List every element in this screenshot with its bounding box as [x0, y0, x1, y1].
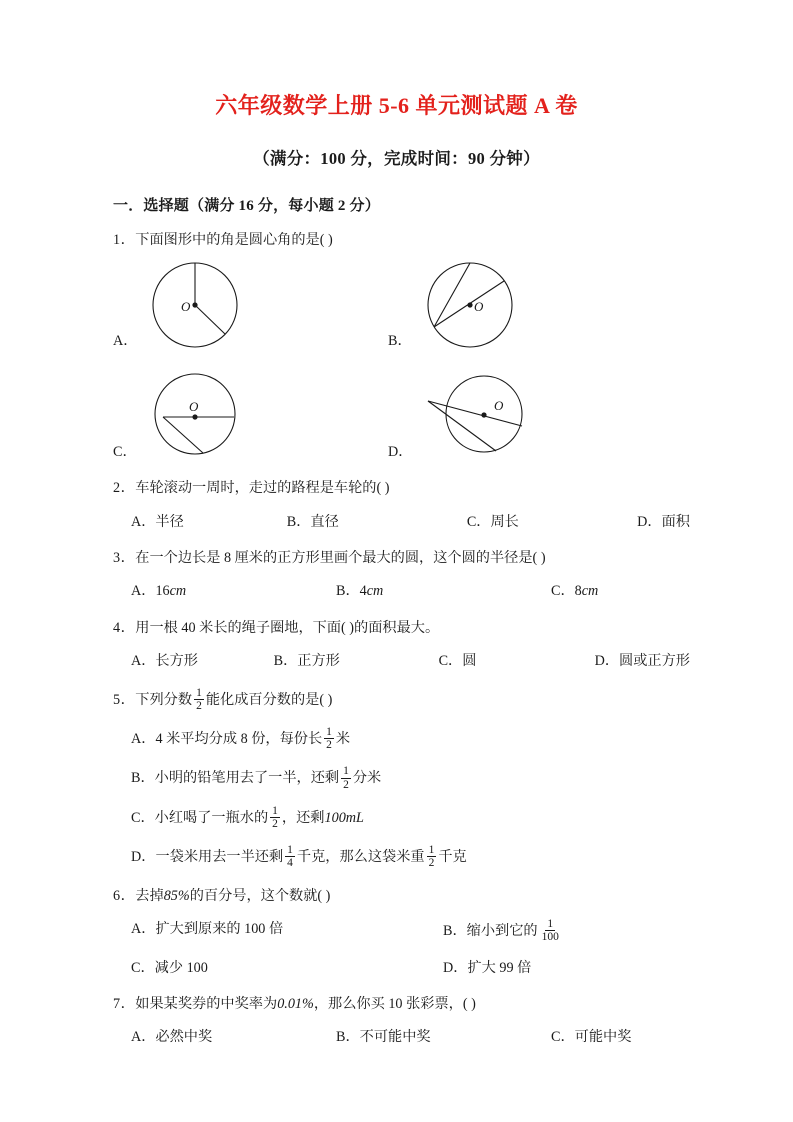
- question-6-options-row-1: [113, 906, 690, 944]
- option-7-a[interactable]: A．必然中奖: [131, 1029, 213, 1046]
- question-6-text-after: 的百分号，这个数就( ): [189, 887, 331, 904]
- option-5-c[interactable]: C．小红喝了一瓶水的 $\frac{1}{2}$ ，还剩100mL: [131, 804, 364, 830]
- option-4-c[interactable]: C．圆: [438, 653, 477, 670]
- option-3-a[interactable]: A．16cm: [131, 583, 187, 600]
- question-1-text: 下面图形中的角是圆心角的是( ): [135, 232, 333, 249]
- option-5-a[interactable]: A．4 米平均分成 8 份，每份长 $\frac{1}{2}$ 米: [131, 726, 351, 752]
- circle-vertex-inside-diagram: [143, 368, 253, 463]
- figure-label-d: D．: [388, 443, 413, 460]
- center-label-c: O: [189, 398, 199, 414]
- fraction-5d-1: $\frac{1}{4}$: [287, 844, 293, 870]
- fraction-5b: $\frac{1}{2}$: [343, 765, 349, 791]
- question-2-text: 车轮滚动一周时，走过的路程是车轮的( ): [135, 479, 390, 496]
- circle-central-angle-diagram: [143, 257, 253, 352]
- question-4: [113, 603, 690, 639]
- question-6-options-row-2: [113, 945, 690, 979]
- option-4-d[interactable]: D．圆或正方形: [594, 653, 690, 670]
- question-4-text: 用一根 40 米长的绳子圈地，下面( )的面积最大。: [135, 619, 440, 636]
- option-6-a[interactable]: A．扩大到原来的 100 倍: [131, 921, 284, 938]
- figure-cell-c: [113, 368, 388, 463]
- question-5-text-before: 下列分数: [135, 691, 193, 708]
- option-4-a[interactable]: A．长方形: [131, 653, 198, 670]
- fraction-one-hundredth: $\frac{1}{100}$: [541, 918, 559, 944]
- figure-label-a: A．: [113, 332, 138, 349]
- option-7-c[interactable]: C．可能中奖: [551, 1029, 632, 1046]
- figure-label-c: C．: [113, 443, 137, 460]
- figure-cell-d: [388, 368, 663, 463]
- worksheet-content: [0, 169, 793, 1048]
- option-2-a[interactable]: A．半径: [131, 513, 184, 530]
- question-2-number: 2．: [113, 479, 136, 496]
- option-4-b[interactable]: B．正方形: [273, 653, 340, 670]
- question-2-options: [113, 499, 690, 533]
- figure-label-b: B．: [388, 332, 412, 349]
- question-4-options: [113, 638, 690, 672]
- center-label-d: O: [494, 397, 504, 413]
- question-1: [113, 215, 690, 251]
- center-label-b: O: [474, 298, 484, 314]
- question-7-text-after: ，那么你买 10 张彩票，( ): [313, 995, 476, 1012]
- option-7-b[interactable]: B．不可能中奖: [336, 1029, 431, 1046]
- question-2: [113, 463, 690, 499]
- figure-cell-b: [388, 257, 663, 352]
- question-4-number: 4．: [113, 619, 136, 636]
- option-3-c[interactable]: C．8cm: [551, 583, 599, 600]
- question-3-options: [113, 568, 690, 602]
- page-subtitle: （满分：100 分，完成时间：90 分钟）: [253, 149, 540, 169]
- option-3-b[interactable]: B．4cm: [336, 583, 384, 600]
- circle-vertex-outside-diagram: [418, 368, 543, 463]
- option-6-b[interactable]: B．缩小到它的 $\frac{1}{100}$: [443, 918, 559, 944]
- option-2-c[interactable]: C．周长: [466, 513, 519, 530]
- question-3-text: 在一个边长是 8 厘米的正方形里画个最大的圆，这个圆的半径是( ): [135, 549, 546, 566]
- figure-row-top: [113, 257, 690, 352]
- fraction-5a: $\frac{1}{2}$: [326, 726, 332, 752]
- fraction-5d-2: $\frac{1}{2}$: [428, 844, 435, 870]
- question-6-percent: 85%: [163, 887, 190, 904]
- question-3: [113, 533, 690, 569]
- question-5-number: 5．: [113, 691, 136, 708]
- question-6-text-before: 去掉: [135, 887, 164, 904]
- question-6-number: 6．: [113, 887, 136, 904]
- question-5: [113, 673, 690, 713]
- question-7-options: [113, 1014, 690, 1048]
- question-7-number: 7．: [113, 995, 136, 1012]
- circle-inscribed-angle-diagram: [418, 257, 528, 352]
- question-5-text-after: 能化成百分数的是( ): [205, 691, 333, 708]
- option-5-b[interactable]: B．小明的铅笔用去了一半，还剩 $\frac{1}{2}$ 分米: [131, 765, 382, 791]
- question-6: [113, 871, 690, 907]
- section-heading-choice: 一．选择题（满分 16 分，每小题 2 分）: [113, 198, 380, 215]
- figure-cell-a: [113, 257, 388, 352]
- question-1-figures: [113, 251, 690, 463]
- option-5-d[interactable]: D．一袋米用去一半还剩 $\frac{1}{4}$ 千克，那么这袋米重 $\frac{1}{2}$ 千克: [131, 844, 467, 870]
- question-3-number: 3．: [113, 549, 136, 566]
- page-title: 六年级数学上册 5-6 单元测试题 A 卷: [215, 93, 578, 118]
- question-7: [113, 979, 690, 1015]
- option-6-c[interactable]: C．减少 100: [131, 959, 208, 976]
- question-7-percent: 0.01%: [277, 995, 314, 1012]
- option-6-d[interactable]: D．扩大 99 倍: [443, 959, 532, 976]
- option-2-d[interactable]: D．面积: [637, 513, 690, 530]
- fraction-5c: $\frac{1}{2}$: [272, 804, 278, 830]
- center-label-a: O: [181, 298, 191, 314]
- question-1-number: 1．: [113, 232, 136, 249]
- figure-row-bottom: [113, 352, 690, 463]
- fraction-one-half: $\frac{1}{2}$: [196, 686, 202, 712]
- question-7-text-before: 如果某奖券的中奖率为: [135, 995, 278, 1012]
- option-2-b[interactable]: B．直径: [286, 513, 339, 530]
